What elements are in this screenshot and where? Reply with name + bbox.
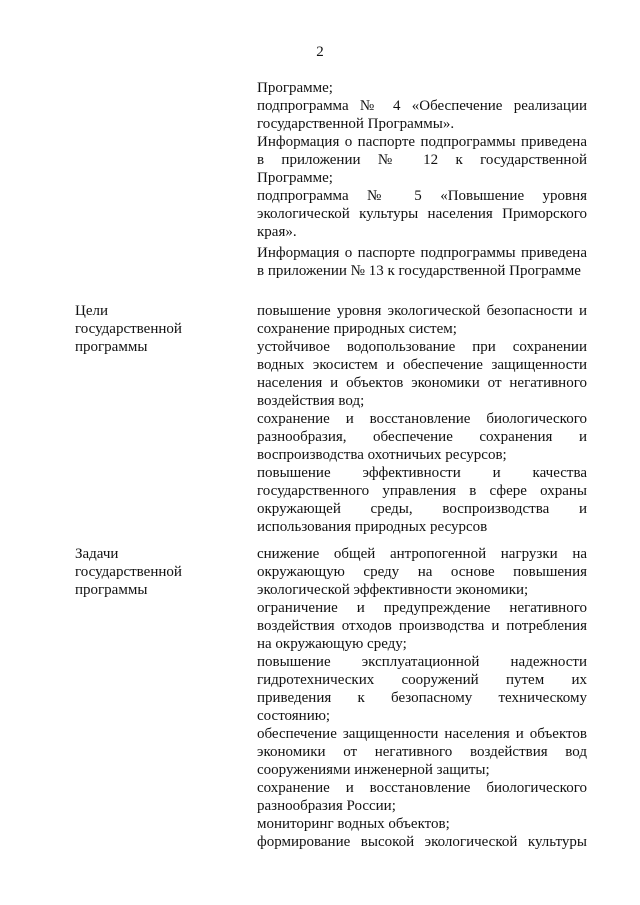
section-label-line: Цели	[75, 303, 109, 319]
task-line: экономики от негативного воздействия вод	[257, 744, 587, 760]
goal-line: сохранение и восстановление биологического	[257, 411, 587, 427]
intro-line: Программе;	[257, 170, 333, 186]
task-line: снижение общей антропогенной нагрузки на	[257, 546, 587, 562]
task-line: мониторинг водных объектов;	[257, 816, 450, 832]
goal-line: государственного управления в сфере охраны	[257, 483, 587, 499]
goal-line: разнообразия, обеспечение сохранения и	[257, 429, 587, 445]
goals-label	[75, 302, 235, 356]
goal-line: повышение эффективности и качества	[257, 465, 587, 481]
section-label-line: программы	[75, 339, 148, 355]
intro-line: в приложении № 12 к государственной	[257, 152, 587, 168]
goals-text	[257, 302, 587, 536]
goal-line: населения и объектов экономики от негативного	[257, 375, 587, 391]
task-line: состоянию;	[257, 708, 331, 724]
task-line: окружающую среду на основе повышения	[257, 564, 587, 580]
goal-line: повышение уровня экологической безопасности и	[257, 303, 587, 319]
section-label-line: государственной	[75, 564, 182, 580]
task-line: воздействия отходов производства и потребления	[257, 618, 587, 634]
goal-line: сохранение природных систем;	[257, 321, 457, 337]
intro-line: подпрограмма № 5 «Повышение уровня	[257, 188, 587, 204]
page-number: 2	[316, 44, 324, 60]
task-line: ограничение и предупреждение негативного	[257, 600, 587, 616]
intro-line: государственной Программы».	[257, 116, 455, 132]
intro-line: края».	[257, 224, 297, 240]
task-line: формирование высокой экологической культуры	[257, 834, 587, 850]
tasks-text	[257, 545, 587, 851]
intro-line: Программе;	[257, 80, 333, 96]
section-label-line: Задачи	[75, 546, 119, 562]
task-line: приведения к безопасному техническому	[257, 690, 587, 706]
intro-line: в приложении № 13 к государственной Программе	[257, 263, 581, 279]
goal-line: воспроизводства охотничьих ресурсов;	[257, 447, 507, 463]
task-line: сохранение и восстановление биологического	[257, 780, 587, 796]
task-line: на окружающую среду;	[257, 636, 407, 652]
task-line: обеспечение защищенности населения и объектов	[257, 726, 587, 742]
intro-text-block-2	[257, 244, 587, 280]
section-label-line: программы	[75, 582, 148, 598]
intro-line: Информация о паспорте подпрограммы приведена	[257, 134, 587, 150]
goal-line: окружающей среды, воспроизводства и	[257, 501, 587, 517]
task-line: разнообразия России;	[257, 798, 396, 814]
intro-line: подпрограмма № 4 «Обеспечение реализации	[257, 98, 587, 114]
intro-text-block	[257, 79, 587, 241]
task-line: экологической эффективности экономики;	[257, 582, 529, 598]
section-label-line: государственной	[75, 321, 182, 337]
goal-line: водных экосистем и обеспечение защищенности	[257, 357, 587, 373]
tasks-label	[75, 545, 235, 599]
intro-line: экологической культуры населения Приморского	[257, 206, 587, 222]
intro-line: Информация о паспорте подпрограммы приведена	[257, 245, 587, 261]
goal-line: воздействия вод;	[257, 393, 365, 409]
goal-line: использования природных ресурсов	[257, 519, 488, 535]
goal-line: устойчивое водопользование при сохранении	[257, 339, 587, 355]
task-line: сооружениями инженерной защиты;	[257, 762, 490, 778]
task-line: гидротехнических сооружений путем их	[257, 672, 587, 688]
task-line: повышение эксплуатационной надежности	[257, 654, 587, 670]
